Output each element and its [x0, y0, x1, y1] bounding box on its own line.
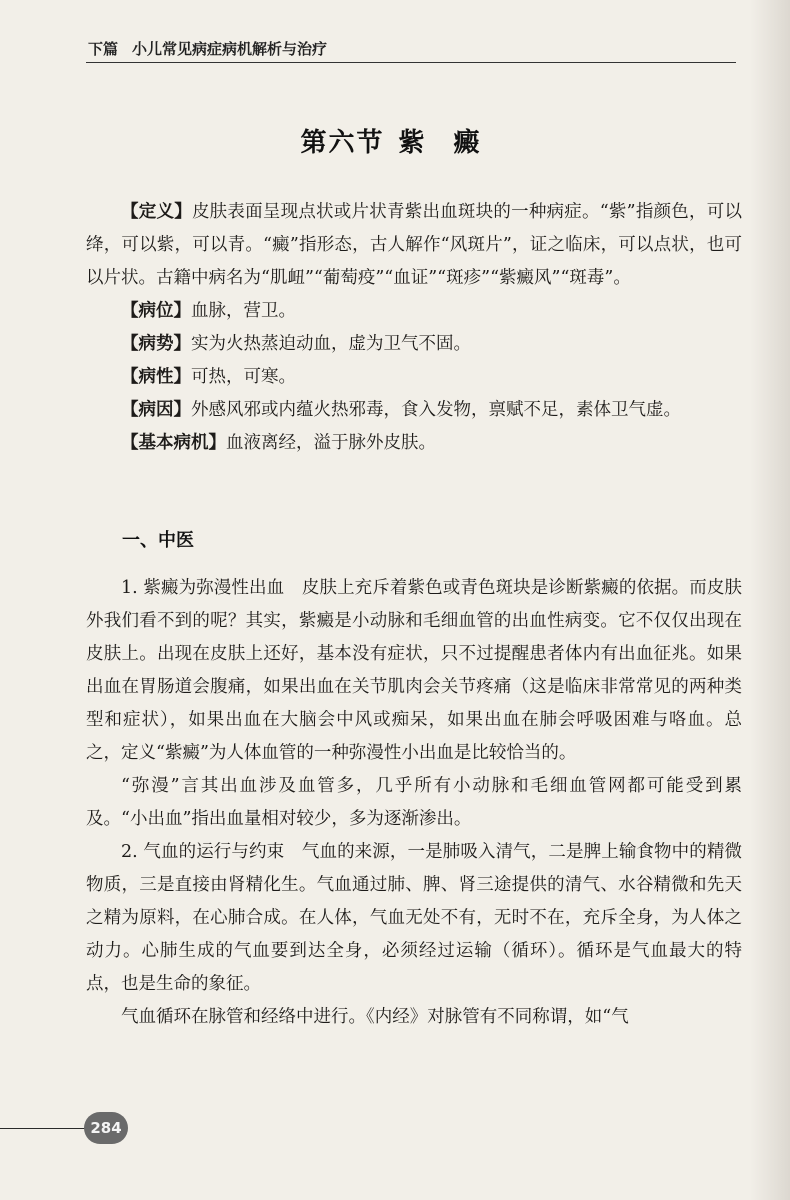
- nature-entry: 【病性】可热，可寒。: [121, 367, 296, 387]
- paragraph: “弥漫”言其出血涉及血管多，几乎所有小动脉和毛细血管网都可能受到累及。“小出血”指出血量相对较少，多为逐渐渗出。: [86, 776, 742, 829]
- section-number: 第六节: [300, 128, 385, 158]
- running-header: [88, 38, 341, 59]
- cause-entry: 【病因】外感风邪或内蕴火热邪毒，食入发物，禀赋不足，素体卫气虚。: [121, 400, 681, 420]
- section-title: [0, 122, 790, 159]
- header-rule: [86, 62, 736, 63]
- paragraph: 1. 紫癜为弥漫性出血 皮肤上充斥着紫色或青色斑块是诊断紫癜的依据。而皮肤外我们看不到的呢？其实，紫癜是小动脉和毛细血管的出血性病变。它不仅仅出现在皮肤上。出现在皮肤上还好，基本没有症状，只不过提醒患者体内有出血征兆。如果出血在胃肠道会腹痛，如果出血在关节肌肉会关节疼痛（这是临床非常常见的两种类型和症状），如果出血在大脑会中风或痴呆，如果出血在肺会呼吸困难与咯血。总之，定义“紫癜”为人体血管的一种弥漫性小出血是比较恰当的。: [86, 578, 742, 763]
- page-number: 284: [84, 1112, 128, 1144]
- header-title: 小儿常见病症病机解析与治疗: [132, 40, 328, 58]
- site-entry: 【病位】血脉，营卫。: [121, 301, 296, 321]
- subheading-tcm: 一、中医: [122, 530, 194, 551]
- paragraph: 气血循环在脉管和经络中进行。《内经》对脉管有不同称谓，如“气: [121, 1007, 629, 1027]
- main-text: [86, 572, 742, 1034]
- section-name: 紫 癜: [398, 128, 490, 158]
- definition-block: [86, 196, 742, 460]
- mechanism-entry: 【基本病机】血液离经，溢于脉外皮肤。: [121, 433, 436, 453]
- page-edge-shadow: [750, 0, 790, 1200]
- header-part: 下篇: [88, 40, 119, 58]
- paragraph: 2. 气血的运行与约束 气血的来源，一是肺吸入清气，二是脾上输食物中的精微物质，三是直接由肾精化生。气血通过肺、脾、肾三途提供的清气、水谷精微和先天之精为原料，在心肺合成。在人体，气血无处不有，无时不在，充斥全身，为人体之动力。心肺生成的气血要到达全身，必须经过运输（循环）。循环是气血最大的特点，也是生命的象征。: [86, 842, 742, 994]
- definition-entry: 【定义】皮肤表面呈现点状或片状青紫出血斑块的一种病症。“紫”指颜色，可以绛，可以紫，可以青。“癜”指形态，古人解作“风斑片”，证之临床，可以点状，也可以片状。古籍中病名为“肌衄”“葡萄疫”“血证”“斑疹”“紫癜风”“斑毒”。: [86, 202, 742, 288]
- trend-entry: 【病势】实为火热蒸迫动血，虚为卫气不固。: [121, 334, 471, 354]
